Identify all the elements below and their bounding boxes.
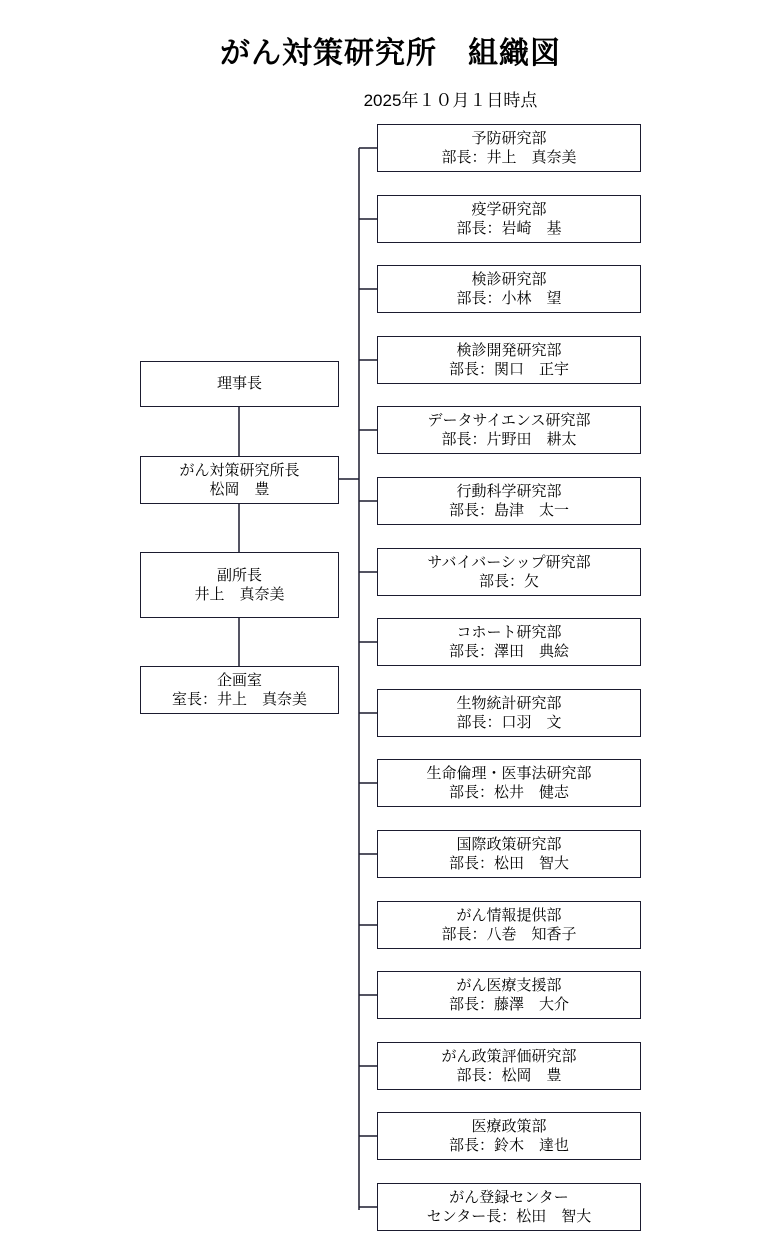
division-title: がん登録センター xyxy=(449,1188,569,1206)
node-chairman[interactable] xyxy=(140,361,339,407)
as-of-date: 2025年１０月１日時点 xyxy=(363,91,538,110)
node-deputy-director-title: 副所長 xyxy=(216,566,262,584)
division-head: 部長：片野田 耕太 xyxy=(441,431,577,448)
division-title: データサイエンス研究部 xyxy=(427,411,591,429)
division-head: 部長：松岡 豊 xyxy=(456,1067,562,1084)
division-title: コホート研究部 xyxy=(456,623,562,641)
division-title: 国際政策研究部 xyxy=(456,835,562,853)
division-head: 部長：井上 真奈美 xyxy=(441,149,577,166)
division-head: センター長：松田 智大 xyxy=(426,1208,592,1225)
division-head: 部長：口羽 文 xyxy=(456,714,562,731)
division-head: 部長：八巻 知香子 xyxy=(441,926,577,943)
node-deputy-director-person: 井上 真奈美 xyxy=(194,586,285,603)
division-head: 部長：岩崎 基 xyxy=(456,220,562,237)
division-title: 医療政策部 xyxy=(471,1117,547,1135)
node-division-prevention[interactable] xyxy=(377,124,641,172)
node-division-cohort[interactable] xyxy=(377,618,641,666)
node-planning-office-person: 室長：井上 真奈美 xyxy=(171,691,307,708)
division-title: 疫学研究部 xyxy=(471,200,547,218)
node-division-data-science[interactable] xyxy=(377,406,641,454)
node-division-biostatistics[interactable] xyxy=(377,689,641,737)
division-head: 部長：鈴木 達也 xyxy=(448,1137,569,1154)
node-division-international-policy[interactable] xyxy=(377,830,641,878)
division-head: 部長：松井 健志 xyxy=(448,784,569,801)
division-title: 行動科学研究部 xyxy=(456,482,562,500)
node-division-medical-support[interactable] xyxy=(377,971,641,1019)
division-head: 部長：欠 xyxy=(478,573,539,590)
node-division-policy-evaluation[interactable] xyxy=(377,1042,641,1090)
division-title: 生物統計研究部 xyxy=(456,694,562,712)
node-division-health-policy[interactable] xyxy=(377,1112,641,1160)
division-head: 部長：松田 智大 xyxy=(448,855,569,872)
node-planning-office[interactable] xyxy=(140,666,339,714)
division-head: 部長：藤澤 大介 xyxy=(448,996,569,1013)
node-division-behavioral-science[interactable] xyxy=(377,477,641,525)
division-title: 検診開発研究部 xyxy=(456,341,562,359)
division-title: 生命倫理・医事法研究部 xyxy=(426,764,592,782)
node-division-bioethics[interactable] xyxy=(377,759,641,807)
division-title: がん政策評価研究部 xyxy=(441,1047,577,1065)
node-division-cancer-registry[interactable] xyxy=(377,1183,641,1231)
division-head: 部長：澤田 典絵 xyxy=(448,643,569,660)
node-division-screening-development[interactable] xyxy=(377,336,641,384)
division-title: がん情報提供部 xyxy=(456,906,562,924)
node-chairman-title: 理事長 xyxy=(216,375,262,393)
node-institute-director-person: 松岡 豊 xyxy=(209,481,270,498)
page-title: がん対策研究所 組織図 xyxy=(220,37,561,70)
division-title: 予防研究部 xyxy=(471,129,547,147)
division-title: 検診研究部 xyxy=(471,270,547,288)
node-planning-office-title: 企画室 xyxy=(216,671,262,689)
node-deputy-director[interactable] xyxy=(140,552,339,618)
division-title: がん医療支援部 xyxy=(456,976,562,994)
division-title: サバイバーシップ研究部 xyxy=(427,553,591,571)
node-division-screening[interactable] xyxy=(377,265,641,313)
node-division-cancer-information[interactable] xyxy=(377,901,641,949)
division-head: 部長：関口 正宇 xyxy=(448,361,569,378)
node-institute-director-title: がん対策研究所長 xyxy=(179,461,300,479)
node-division-survivorship[interactable] xyxy=(377,548,641,596)
node-division-epidemiology[interactable] xyxy=(377,195,641,243)
division-head: 部長：小林 望 xyxy=(456,290,562,307)
division-head: 部長：島津 太一 xyxy=(448,502,569,519)
node-institute-director[interactable] xyxy=(140,456,339,504)
